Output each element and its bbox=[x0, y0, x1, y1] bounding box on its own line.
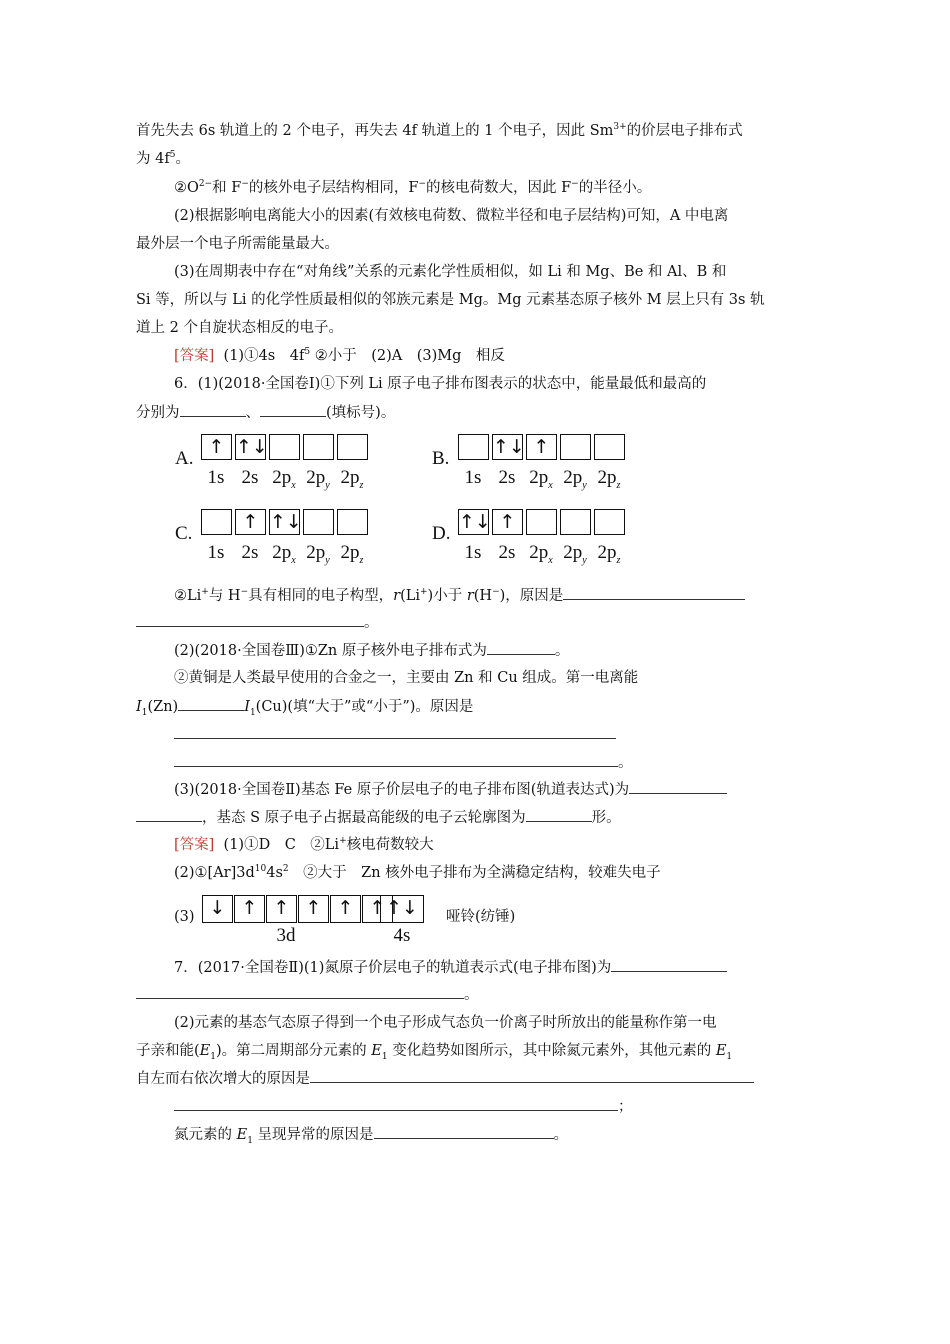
text-line: ②黄铜是人类最早使用的合金之一，主要由 Zn 和 Cu 组成。第一电离能 bbox=[174, 670, 639, 686]
answer-blank bbox=[374, 1124, 554, 1139]
text-line: 为 $4f^5$。 bbox=[136, 150, 190, 167]
text-line: 氮元素的 $E_1$ 呈现异常的原因是 。 bbox=[174, 1124, 568, 1145]
orbital-label: $2p_z$ bbox=[340, 542, 364, 566]
orbital-label-3d: 3d bbox=[276, 925, 296, 946]
orbital-label-4s: 4s bbox=[393, 925, 411, 946]
orbital-label: $2p_z$ bbox=[597, 542, 621, 566]
orbital-label: 1s bbox=[464, 467, 482, 488]
orbital-box: ↑ bbox=[201, 434, 232, 460]
orbital-label: 2s bbox=[498, 542, 516, 563]
orbital-box-3d: ↑ bbox=[330, 895, 361, 923]
orbital-box bbox=[303, 434, 334, 460]
orbital-box bbox=[594, 509, 625, 535]
text-line: 子亲和能$(E_1)$。第二周期部分元素的 $E_1$ 变化趋势如图所示，其中除氮元素外，其他元素的 $E_1$ bbox=[136, 1043, 733, 1062]
orbital-box bbox=[526, 509, 557, 535]
orbital-label: $2p_x$ bbox=[529, 542, 553, 566]
text-line: (2)根据影响电离能大小的因素(有效核电荷数、微粒半径和电子层结构)可知，A 中电离 bbox=[174, 208, 729, 224]
orbital-box bbox=[337, 509, 368, 535]
answer-blank bbox=[174, 724, 616, 739]
answer-blank bbox=[174, 1096, 618, 1111]
text-line: $I_1(Zn)$ $I_1(Cu)$(填“大于”或“小于”)。原因是 bbox=[136, 696, 473, 717]
answer-blank bbox=[180, 402, 246, 417]
orbital-label: $2p_z$ bbox=[597, 467, 621, 491]
answer-blank bbox=[136, 612, 364, 627]
orbital-box bbox=[269, 434, 300, 460]
orbital-label: $2p_y$ bbox=[563, 467, 587, 491]
text-line: ，基态 S 原子电子占据最高能级的电子云轮廓图为 形。 bbox=[136, 807, 621, 828]
orbital-box-4s: ↑↓ bbox=[380, 895, 424, 923]
orbital-label: 2s bbox=[241, 467, 259, 488]
question-6: 6．(1)(2018·全国卷Ⅰ)①下列 Li 原子电子排布图表示的状态中，能量最低和最高的 bbox=[174, 376, 707, 392]
orbital-box bbox=[201, 509, 232, 535]
orbital-box bbox=[594, 434, 625, 460]
orbital-box bbox=[458, 434, 489, 460]
text-line: 。 bbox=[136, 612, 379, 633]
answer-blank bbox=[629, 779, 727, 794]
question-7: 7．(2017·全国卷Ⅱ)(1)氮原子价层电子的轨道表示式(电子排布图)为 bbox=[174, 957, 727, 978]
option-label: D. bbox=[432, 523, 451, 544]
orbital-box: ↑ bbox=[526, 434, 557, 460]
answer-blank bbox=[136, 984, 464, 999]
text-line: ②Li+与 H−具有相同的电子构型，r(Li+)小于 r(H−)，原因是 bbox=[174, 585, 745, 606]
answer-blank bbox=[563, 585, 745, 600]
answer-blank bbox=[310, 1068, 754, 1083]
answer-line: $(2)①[Ar]3d^{10}4s^2$ ②大于 Zn 核外电子排布为全满稳定结构，较难失电子 bbox=[174, 864, 661, 881]
orbital-box-3d: ↑ bbox=[266, 895, 297, 923]
text-line: (3)(2018·全国卷Ⅱ)基态 Fe 原子价层电子的电子排布图(轨道表达式)为 bbox=[174, 779, 727, 800]
orbital-label: $2p_y$ bbox=[563, 542, 587, 566]
answer-line: (3) bbox=[174, 909, 195, 925]
orbital-box-3d: ↑ bbox=[298, 895, 329, 923]
orbital-label: 1s bbox=[464, 542, 482, 563]
orbital-label: 2s bbox=[498, 467, 516, 488]
orbital-label: $2p_x$ bbox=[272, 542, 296, 566]
orbital-box bbox=[337, 434, 368, 460]
orbital-label: $2p_x$ bbox=[529, 467, 553, 491]
answer-blank bbox=[260, 402, 326, 417]
text-line: ； bbox=[174, 1096, 633, 1117]
answer-blank bbox=[526, 807, 592, 822]
orbital-label: 2s bbox=[241, 542, 259, 563]
text-line: 分别为 、 (填标号)。 bbox=[136, 402, 395, 423]
text-line: (3)在周期表中存在“对角线”关系的元素化学性质相似，如 Li 和 Mg、Be 和 Al、B 和 bbox=[174, 264, 727, 280]
orbital-box: ↑↓ bbox=[270, 511, 302, 533]
orbital-box: ↑↓ bbox=[236, 436, 268, 458]
answer-tag: [答案] bbox=[174, 348, 215, 364]
text-line: 首先失去 6s 轨道上的 2 个电子，再失去 4f 轨道上的 1 个电子，因此 $Sm^{3+}$的价层电子排布式 bbox=[136, 122, 743, 139]
option-label: A. bbox=[175, 448, 194, 469]
text-line: 。 bbox=[136, 984, 479, 1005]
orbital-box bbox=[303, 509, 334, 535]
orbital-label: 1s bbox=[207, 467, 225, 488]
answer-tag: [答案] bbox=[174, 837, 215, 853]
text-line: (2)(2018·全国卷Ⅲ)①Zn 原子核外电子排布式为 。 bbox=[174, 640, 569, 661]
orbital-box: ↑↓ bbox=[493, 436, 525, 458]
text-line: 道上 2 个自旋状态相反的电子。 bbox=[136, 320, 343, 336]
orbital-label: $2p_y$ bbox=[306, 542, 330, 566]
orbital-label: $2p_z$ bbox=[340, 467, 364, 491]
orbital-box-3d: ↑ bbox=[362, 895, 393, 923]
answer-line: [答案] (1)①4s $4f^5$ ②小于 (2)A (3)Mg 相反 bbox=[174, 347, 505, 364]
orbital-box: ↑ bbox=[235, 509, 266, 535]
answer-blank bbox=[178, 696, 244, 711]
orbital-box: ↑ bbox=[492, 509, 523, 535]
text-line: 。 bbox=[174, 752, 633, 773]
option-label: B. bbox=[432, 448, 450, 469]
orbital-box-3d: ↑ bbox=[234, 895, 265, 923]
answer-blank bbox=[174, 752, 618, 767]
text-line: $②O^{2-}$和 F−的核外电子层结构相同，F−的核电荷数大，因此 F−的半径小。 bbox=[174, 179, 652, 196]
answer-text: 哑铃(纺锤) bbox=[446, 909, 516, 925]
option-label: C. bbox=[175, 523, 193, 544]
text-line: (2)元素的基态气态原子得到一个电子形成气态负一价离子时所放出的能量称作第一电 bbox=[174, 1015, 717, 1031]
orbital-label: $2p_x$ bbox=[272, 467, 296, 491]
answer-blank bbox=[611, 957, 727, 972]
text-line: 自左而右依次增大的原因是 bbox=[136, 1068, 754, 1089]
text-line: 最外层一个电子所需能量最大。 bbox=[136, 236, 339, 252]
answer-blank bbox=[487, 640, 555, 655]
orbital-box-3d: ↓ bbox=[202, 895, 233, 923]
answer-line: [答案] (1)①D C ②Li+核电荷数较大 bbox=[174, 836, 434, 853]
orbital-box bbox=[560, 509, 591, 535]
text-line bbox=[174, 724, 616, 745]
orbital-label: 1s bbox=[207, 542, 225, 563]
orbital-box: ↑↓ bbox=[459, 511, 491, 533]
orbital-box bbox=[560, 434, 591, 460]
text-line: Si 等，所以与 Li 的化学性质最相似的邻族元素是 Mg。Mg 元素基态原子核外 M 层上只有 3s 轨 bbox=[136, 292, 765, 308]
answer-blank bbox=[136, 807, 202, 822]
orbital-label: $2p_y$ bbox=[306, 467, 330, 491]
